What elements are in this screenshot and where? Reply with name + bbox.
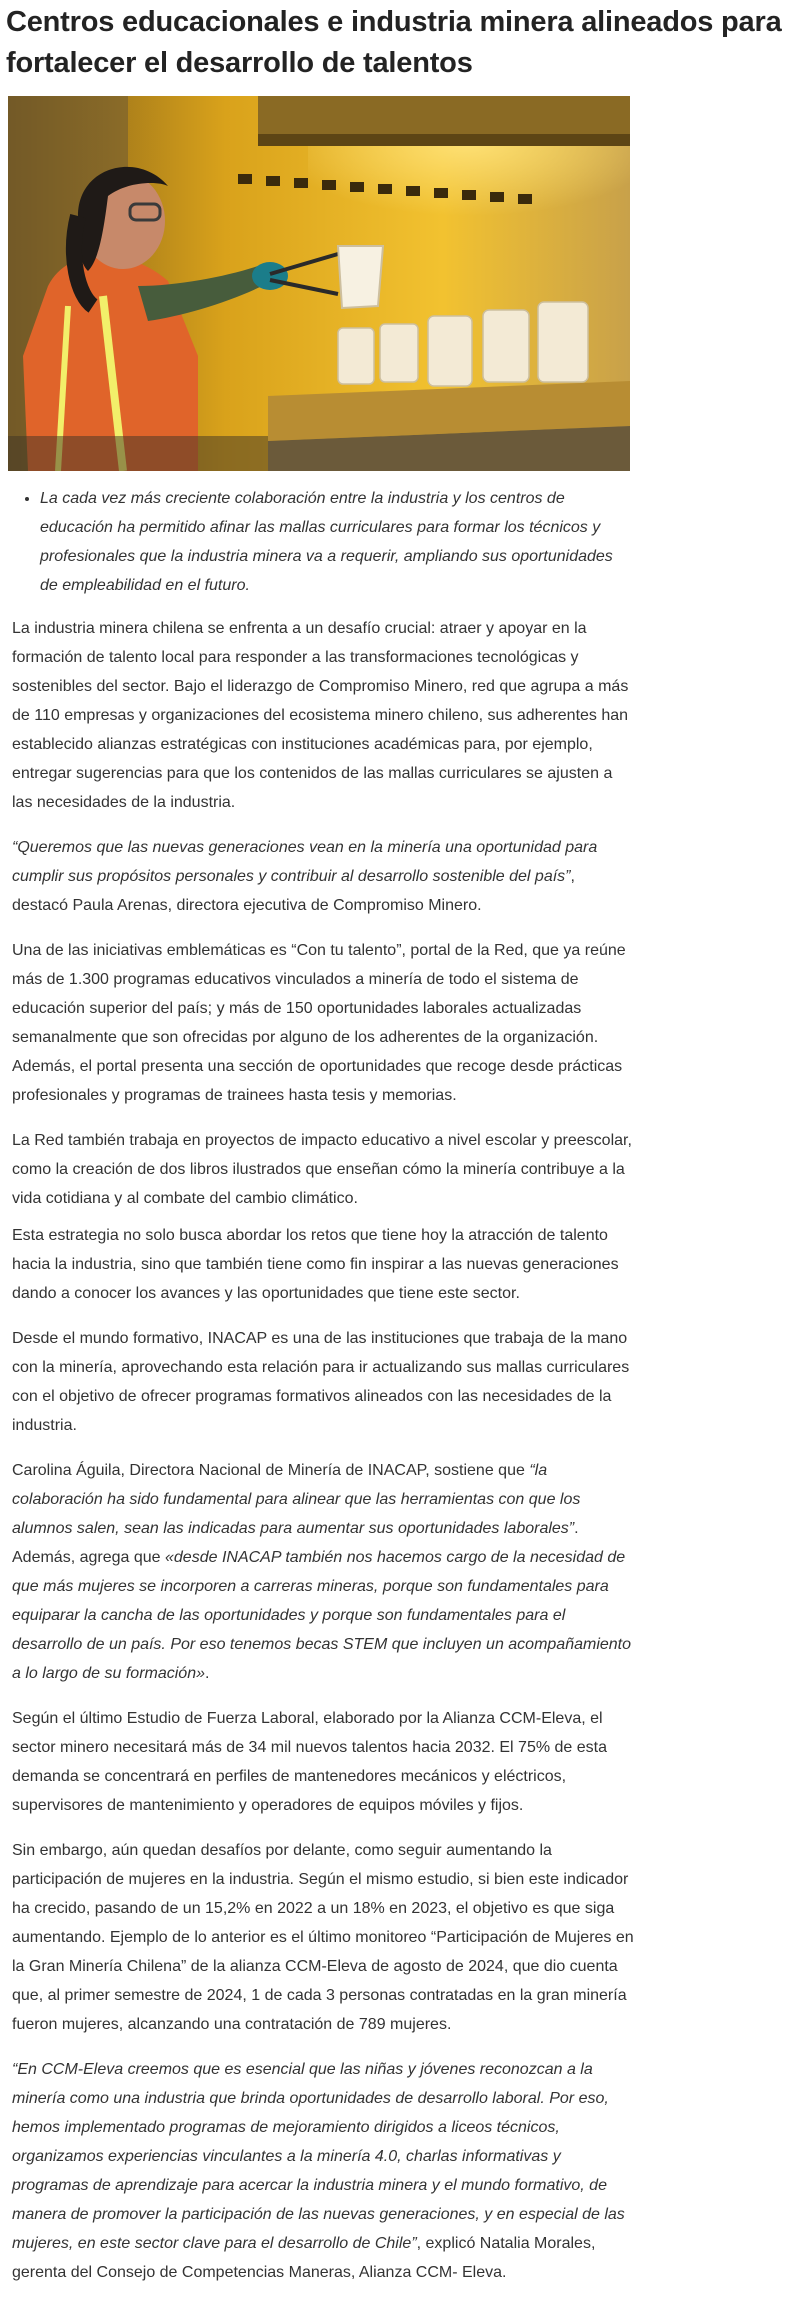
paragraph-3: Una de las iniciativas emblemáticas es “Con tu talento”, portal de la Red, que ya reúne más de 1.300 programas educativos vinculados a minería de todo el sistema de educación superior del país; y más de 150 oportunidades laborales actualizadas semanalmente que son ofrecidas por alguno de los adherentes de la organización. Además, el portal presenta una sección de oportunidades que recoge desde prácticas profesionales y programas de trainees hasta tesis y memorias. bbox=[12, 942, 626, 1104]
paragraph-2 bbox=[12, 833, 634, 920]
paragraph-1: La industria minera chilena se enfrenta a un desafío crucial: atraer y apoyar en la formación de talento local para responder a las transformaciones tecnológicas y sostenibles del sector. Bajo el liderazgo de Compromiso Minero, red que agrupa a más de 110 empresas y organizaciones del ecosistema minero chileno, sus adherentes han establecido alianzas estratégicas con instituciones académicas para, por ejemplo, entregar sugerencias para que los contenidos de las mallas curriculares se ajusten a las necesidades de la industria. bbox=[12, 620, 629, 811]
paragraph-7-end: . bbox=[205, 1665, 210, 1682]
paragraph-7-mid: . Además, agrega que bbox=[12, 1520, 579, 1566]
paragraph-4: La Red también trabaja en proyectos de impacto educativo a nivel escolar y preescolar, como la creación de dos libros ilustrados que enseñan cómo la minería contribuye a la vida cotidiana y al combate del cambio climático. bbox=[12, 1132, 632, 1207]
paragraph-7 bbox=[12, 1456, 634, 1688]
quote-paula-arenas: “Queremos que las nuevas generaciones vean en la minería una oportunidad para cumplir sus propósitos personales y contribuir al desarrollo sostenible del país” bbox=[12, 839, 598, 885]
paragraph-10-attribution: , explicó Natalia Morales, gerenta del Consejo de Competencias Maneras, Alianza CCM- Eleva. bbox=[12, 2235, 596, 2281]
paragraph-7-intro: Carolina Águila, Directora Nacional de Minería de INACAP, sostiene que bbox=[12, 1462, 530, 1479]
paragraph-6: Desde el mundo formativo, INACAP es una de las instituciones que trabaja de la mano con la minería, aprovechando esta relación para ir actualizando sus mallas curriculares con el objetivo de ofrecer programas formativos alineados con las necesidades de la industria. bbox=[12, 1330, 630, 1434]
article-title: Centros educacionales e industria minera alineados para fortalecer el desarrollo de talentos bbox=[6, 6, 782, 79]
hero-image bbox=[8, 96, 630, 471]
paragraph-2-attribution: , destacó Paula Arenas, directora ejecutiva de Compromiso Minero. bbox=[12, 868, 575, 914]
quote-carolina-aguila-2: «desde INACAP también nos hacemos cargo de la necesidad de que más mujeres se incorporen a carreras mineras, porque son fundamentales para equiparar la cancha de las oportunidades y porque son fundamentales para el desarrollo de un país. Por eso tenemos becas STEM que incluyen un acompañamiento a lo largo de su formación» bbox=[12, 1549, 632, 1682]
paragraph-9: Sin embargo, aún quedan desafíos por delante, como seguir aumentando la participación de mujeres en la industria. Según el mismo estudio, si bien este indicador ha crecido, pasando de un 15,2% en 2022 a un 18% en 2023, el objetivo es que siga aumentando. Ejemplo de lo anterior es el último monitoreo “Participación de Mujeres en la Gran Minería Chilena” de la alianza CCM-Eleva de agosto de 2024, que dio cuenta que, al primer semestre de 2024, 1 de cada 3 personas contratadas en la gran minería fueron mujeres, alcanzando una contratación de 789 mujeres. bbox=[12, 1842, 634, 2033]
quote-carolina-aguila-1: “la colaboración ha sido fundamental para alinear que las herramientas con que los alumnos salen, sean las indicadas para aumentar sus oportunidades laborales” bbox=[12, 1462, 581, 1537]
lead-list bbox=[12, 484, 634, 600]
paragraph-10 bbox=[12, 2055, 634, 2287]
article-body bbox=[12, 480, 634, 2303]
lead-summary: • La cada vez más creciente colaboración entre la industria y los centros de educación ha permitido afinar las mallas curriculares para formar los técnicos y profesionales que la industria minera va a requerir, ampliando sus oportunidades de empleabilidad en el futuro. bbox=[40, 484, 634, 600]
quote-natalia-morales: “En CCM-Eleva creemos que es esencial que las niñas y jóvenes reconozcan a la minería como una industria que brinda oportunidades de desarrollo laboral. Por eso, hemos implementado programas de mejoramiento dirigidos a liceos técnicos, organizamos experiencias vinculantes a la minería 4.0, charlas informativas y programas de aprendizaje para acercar la industria minera y el mundo formativo, de manera de promover la participación de las nuevas generaciones, y en especial de las mujeres, en este sector clave para el desarrollo de Chile” bbox=[12, 2061, 625, 2252]
paragraph-5: Esta estrategia no solo busca abordar los retos que tiene hoy la atracción de talento hacia la industria, sino que también tiene como fin inspirar a las nuevas generaciones dando a conocer los avances y las oportunidades que tiene este sector. bbox=[12, 1227, 619, 1302]
photo-woman-lab-crucible-icon bbox=[8, 96, 630, 471]
paragraph-8: Según el último Estudio de Fuerza Laboral, elaborado por la Alianza CCM-Eleva, el sector minero necesitará más de 34 mil nuevos talentos hacia 2032. El 75% de esta demanda se concentrará en perfiles de mantenedores mecánicos y eléctricos, supervisores de mantenimiento y operadores de equipos móviles y fijos. bbox=[12, 1710, 607, 1814]
